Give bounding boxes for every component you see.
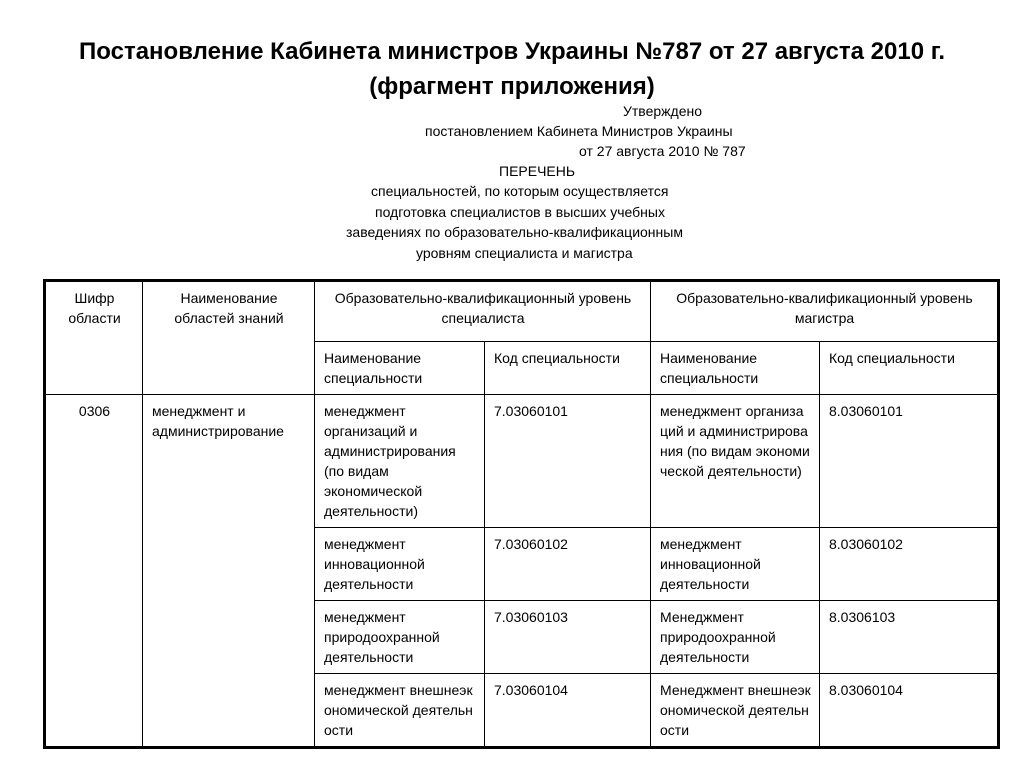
table-header-row: [45, 281, 999, 342]
page-subtitle: (фрагмент приложения): [369, 73, 655, 100]
master-code-cell: 8.03060102: [820, 528, 999, 601]
master-name-cell: Менеджмент природоохранной деятельности: [651, 601, 820, 674]
master-code-cell: 8.0306103: [820, 601, 999, 674]
header-specialist-level: Образовательно-квалификационный уровень специалиста: [315, 281, 651, 342]
area-name-cell: менеджмент и администрирование: [143, 395, 315, 748]
header-master-level: Образовательно-квалификационный уровень магистра: [651, 281, 999, 342]
specialist-name-cell: менеджмент природоохранной деятельности: [315, 601, 485, 674]
table-row: [45, 395, 999, 528]
approval-line-3: от 27 августа 2010 № 787: [579, 143, 746, 159]
specialist-code-cell: 7.03060103: [485, 601, 651, 674]
specialist-code-cell: 7.03060104: [485, 674, 651, 748]
page-title: Постановление Кабинета министров Украины №787 от 27 августа 2010 г.: [79, 38, 945, 65]
specialist-name-cell: менеджмент инновационной деятельности: [315, 528, 485, 601]
master-name-cell: Менеджмент внешнеэкономической деятельности: [651, 674, 820, 748]
list-heading-line-1: специальностей, по которым осуществляется: [371, 183, 669, 199]
master-name-cell: менеджмент инновационной деятельности: [651, 528, 820, 601]
list-heading-line-4: уровням специалиста и магистра: [416, 245, 633, 261]
header-specialty-name: Наименование специальности: [651, 342, 820, 395]
specialist-name-cell: менеджмент организаций и администрирования (по видам экономической деятельности): [315, 395, 485, 528]
header-area-code: Шифр области: [45, 281, 143, 395]
area-code-cell: 0306: [45, 395, 143, 748]
master-code-cell: 8.03060101: [820, 395, 999, 528]
specialties-table: [43, 279, 1000, 749]
master-code-cell: 8.03060104: [820, 674, 999, 748]
header-area-name: Наименование областей знаний: [143, 281, 315, 395]
specialist-code-cell: 7.03060101: [485, 395, 651, 528]
header-specialty-name: Наименование специальности: [315, 342, 485, 395]
list-heading-word: ПЕРЕЧЕНЬ: [499, 163, 576, 179]
approval-line-2: постановлением Кабинета Министров Украины: [425, 123, 733, 139]
list-heading-line-3: заведениях по образовательно-квалификационным: [346, 224, 683, 240]
approval-line-1: Утверждено: [623, 103, 702, 119]
list-heading-line-2: подготовка специалистов в высших учебных: [375, 204, 665, 220]
specialist-code-cell: 7.03060102: [485, 528, 651, 601]
specialist-name-cell: менеджмент внешнеэкономической деятельности: [315, 674, 485, 748]
header-specialty-code: Код специальности: [485, 342, 651, 395]
header-specialty-code: Код специальности: [820, 342, 999, 395]
master-name-cell: менеджмент организаций и администрирования (по видам экономической деятельности): [651, 395, 820, 528]
